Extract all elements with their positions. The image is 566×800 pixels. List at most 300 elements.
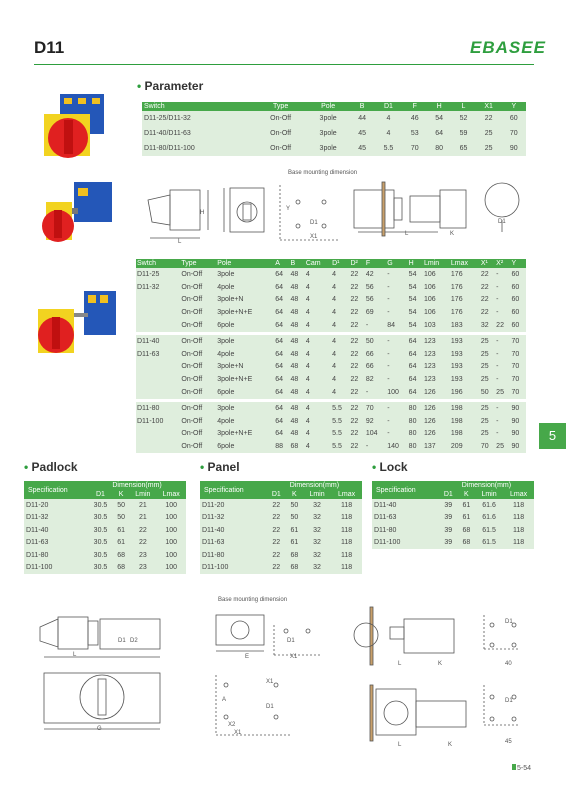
table-cell: 4	[331, 373, 349, 386]
dimension-header: Dimension(mm)	[88, 481, 186, 490]
table-cell: On-Off	[180, 348, 216, 361]
table-cell	[136, 373, 180, 386]
section-lock: • Lock	[372, 460, 408, 474]
table-cell: D11-40	[372, 499, 439, 512]
table-cell: 80	[408, 440, 423, 453]
table-cell: 21	[129, 512, 156, 525]
table-cell: 176	[450, 268, 480, 281]
dimension-drawings-2	[30, 605, 540, 755]
table-cell: 3pole	[216, 335, 274, 348]
table-cell: 126	[423, 402, 450, 415]
table-row	[24, 549, 186, 562]
table-cell: 70	[511, 386, 527, 399]
table-cell: 118	[331, 512, 362, 525]
table-cell: D11-25	[136, 268, 180, 281]
table-row	[200, 562, 362, 575]
table-cell: 4	[331, 268, 349, 281]
table-cell: 45	[350, 126, 374, 141]
table-row	[142, 111, 526, 126]
table-cell: On-Off	[180, 319, 216, 332]
table-row	[136, 348, 526, 361]
table-cell: 25	[480, 348, 495, 361]
table-cell: -	[495, 373, 510, 386]
table-cell: On-Off	[180, 373, 216, 386]
table-cell: 25	[476, 126, 502, 141]
table-row	[372, 512, 534, 525]
table-cell: 60	[502, 111, 526, 126]
table-cell: 80	[408, 415, 423, 428]
table-cell: -	[386, 335, 407, 348]
table-cell: 32	[303, 549, 331, 562]
table-cell: 4	[331, 386, 349, 399]
table-row	[142, 126, 526, 141]
table-cell: 64	[274, 306, 289, 319]
table-cell: 3pole	[306, 141, 350, 156]
table-cell: 60	[511, 319, 527, 332]
table-cell: 68	[458, 537, 475, 550]
table-cell: 176	[450, 294, 480, 307]
table-cell: -	[495, 348, 510, 361]
table-cell: D11-32	[24, 512, 88, 525]
table-row	[24, 524, 186, 537]
table-cell: 61	[458, 512, 475, 525]
table-cell: 22	[476, 111, 502, 126]
table-cell: On-Off	[255, 111, 306, 126]
table-cell: 39	[439, 524, 458, 537]
table-cell: D11-80	[24, 549, 88, 562]
table-cell: D11-40/D11-63	[142, 126, 255, 141]
table-cell: 61.6	[475, 512, 503, 525]
table-cell: D11-63	[372, 512, 439, 525]
table-cell: 56	[365, 281, 386, 294]
table-cell: 3pole	[216, 268, 274, 281]
table-cell: 48	[290, 281, 305, 294]
table-cell: -	[386, 361, 407, 374]
table-cell: 4	[305, 306, 331, 319]
table-cell: 80	[408, 402, 423, 415]
table-cell: 198	[450, 415, 480, 428]
brand-logo: EBASEE	[470, 38, 546, 57]
header-rule	[34, 64, 534, 65]
table-cell: 54	[408, 294, 423, 307]
table-row	[200, 524, 362, 537]
table-cell: 22	[350, 335, 365, 348]
table-cell: 30.5	[88, 512, 113, 525]
column-header: Y	[511, 259, 527, 268]
table-cell: 66	[365, 361, 386, 374]
table-cell	[136, 428, 180, 441]
table-cell: 100	[156, 537, 186, 550]
table-cell: -	[386, 415, 407, 428]
table-cell: 176	[450, 306, 480, 319]
product-code: D11	[34, 38, 65, 57]
column-header: Lmin	[129, 490, 156, 499]
table-cell: -	[495, 335, 510, 348]
table-cell: 70	[365, 402, 386, 415]
table-cell: 118	[331, 549, 362, 562]
table-cell: 46	[403, 111, 427, 126]
table-cell: 100	[156, 549, 186, 562]
table-cell: 39	[439, 537, 458, 550]
table-cell: 118	[503, 524, 534, 537]
column-header: F	[365, 259, 386, 268]
table-cell: On-Off	[180, 268, 216, 281]
table-cell: On-Off	[180, 361, 216, 374]
table-cell: 80	[427, 141, 451, 156]
table-cell	[136, 361, 180, 374]
table-row	[24, 562, 186, 575]
table-cell: 4	[305, 294, 331, 307]
table-cell	[136, 319, 180, 332]
table-cell: 32	[303, 512, 331, 525]
table-cell: 84	[386, 319, 407, 332]
table-cell: 68	[286, 562, 303, 575]
table-cell: 60	[511, 306, 527, 319]
table-cell: 118	[331, 562, 362, 575]
table-cell: 22	[350, 361, 365, 374]
table-cell: 193	[450, 348, 480, 361]
table-cell: 4	[305, 348, 331, 361]
table-cell: 64	[408, 335, 423, 348]
table-cell: D11-100	[24, 562, 88, 575]
column-header: K	[458, 490, 475, 499]
table-cell	[136, 306, 180, 319]
table-cell: 52	[451, 111, 475, 126]
table-row	[200, 549, 362, 562]
table-cell: 50	[286, 499, 303, 512]
table-cell: 30.5	[88, 537, 113, 550]
table-cell: 48	[290, 386, 305, 399]
table-cell: 32	[303, 537, 331, 550]
table-cell: 5.5	[331, 402, 349, 415]
table-cell: 48	[290, 294, 305, 307]
table-cell: 54	[408, 268, 423, 281]
table-cell: 64	[408, 386, 423, 399]
table-cell: 70	[403, 141, 427, 156]
table-cell: 42	[365, 268, 386, 281]
table-cell	[136, 440, 180, 453]
column-header: D²	[350, 259, 365, 268]
table-cell: 22	[129, 524, 156, 537]
column-header: H	[408, 259, 423, 268]
column-header: Lmin	[475, 490, 503, 499]
table-cell: 3pole+N+E	[216, 373, 274, 386]
chapter-tab[interactable]: 5	[539, 423, 566, 449]
spec-header: Specification	[200, 481, 267, 499]
table-cell: 23	[129, 562, 156, 575]
table-cell: 59	[451, 126, 475, 141]
table-cell: 68	[286, 549, 303, 562]
table-cell: 48	[290, 268, 305, 281]
table-cell: 100	[386, 386, 407, 399]
panel-table	[200, 481, 362, 574]
table-cell: 3pole+N+E	[216, 428, 274, 441]
table-cell: 196	[450, 386, 480, 399]
table-cell: 193	[450, 373, 480, 386]
table-cell: 32	[480, 319, 495, 332]
lock-table	[372, 481, 534, 549]
table-cell: 5.5	[331, 428, 349, 441]
table-cell: 22	[350, 348, 365, 361]
table-cell: D11-100	[136, 415, 180, 428]
table-cell: 90	[511, 415, 527, 428]
switch-image-1	[38, 92, 118, 162]
table-cell: 48	[290, 319, 305, 332]
table-cell: 65	[451, 141, 475, 156]
table-cell: On-Off	[180, 402, 216, 415]
table-cell: 22	[350, 402, 365, 415]
table-cell: 70	[511, 361, 527, 374]
table-cell: 32	[303, 499, 331, 512]
table-cell: 22	[480, 306, 495, 319]
table-cell: -	[386, 348, 407, 361]
table-cell: 22	[350, 428, 365, 441]
table-cell: 82	[365, 373, 386, 386]
table-cell: 50	[113, 512, 130, 525]
table-cell: 4	[305, 373, 331, 386]
table-cell: 68	[113, 562, 130, 575]
column-header: D¹	[331, 259, 349, 268]
table-cell: 64	[408, 373, 423, 386]
table-cell: 54	[427, 111, 451, 126]
table-cell: D11-25/D11-32	[142, 111, 255, 126]
table-cell: D11-40	[24, 524, 88, 537]
table-cell: On-Off	[180, 281, 216, 294]
table-cell: 106	[423, 281, 450, 294]
table-row	[24, 537, 186, 550]
table-cell: 50	[480, 386, 495, 399]
table-cell: 5.5	[331, 440, 349, 453]
table-cell	[136, 386, 180, 399]
column-header: G	[386, 259, 407, 268]
table-row	[136, 268, 526, 281]
table-cell: 45	[350, 141, 374, 156]
table-cell: -	[386, 402, 407, 415]
table-cell: 64	[408, 361, 423, 374]
table-cell: 60	[511, 294, 527, 307]
table-cell: 4	[305, 335, 331, 348]
table-cell: 22	[480, 268, 495, 281]
table-cell: 25	[476, 141, 502, 156]
table-cell: 3pole	[306, 111, 350, 126]
column-header: Lmin	[303, 490, 331, 499]
table-cell: D11-80	[200, 549, 267, 562]
table-cell: 48	[290, 348, 305, 361]
spec-header: Specification	[24, 481, 88, 499]
table-cell: 22	[267, 512, 286, 525]
table-cell: 48	[290, 428, 305, 441]
column-header: Swtch	[136, 259, 180, 268]
table-cell: 54	[408, 319, 423, 332]
table-row	[372, 537, 534, 550]
table-row	[136, 373, 526, 386]
table-cell: 88	[274, 440, 289, 453]
table-cell: 48	[290, 306, 305, 319]
table-cell: 70	[480, 440, 495, 453]
table-cell: D11-32	[200, 512, 267, 525]
section-parameter: • Parameter	[137, 79, 204, 93]
column-header: X²	[495, 259, 510, 268]
table-cell: 22	[350, 281, 365, 294]
table-cell: 61	[113, 524, 130, 537]
table-cell: 106	[423, 268, 450, 281]
table-cell: 30.5	[88, 524, 113, 537]
column-header: D1	[439, 490, 458, 499]
table-cell: 4	[305, 428, 331, 441]
table-cell: 183	[450, 319, 480, 332]
table-cell: 48	[290, 402, 305, 415]
column-header: Type	[180, 259, 216, 268]
table-cell: 123	[423, 361, 450, 374]
table-cell: 25	[480, 373, 495, 386]
table-cell: 30.5	[88, 549, 113, 562]
table-row	[136, 415, 526, 428]
table-cell: 50	[113, 499, 130, 512]
table-cell: 193	[450, 361, 480, 374]
table-cell: -	[495, 402, 510, 415]
table-cell: 61.5	[475, 537, 503, 550]
table-cell: 32	[303, 524, 331, 537]
table-cell: 198	[450, 402, 480, 415]
table-cell: 68	[458, 524, 475, 537]
table-cell: 54	[408, 306, 423, 319]
table-cell: 22	[267, 549, 286, 562]
table-cell: On-Off	[180, 335, 216, 348]
table-cell: 68	[290, 440, 305, 453]
table-cell: 61	[458, 499, 475, 512]
table-cell: D11-40	[200, 524, 267, 537]
table-cell: 22	[495, 319, 510, 332]
table-row	[136, 440, 526, 453]
table-cell: 54	[408, 281, 423, 294]
table-cell: 126	[423, 428, 450, 441]
table-cell: 176	[450, 281, 480, 294]
column-header: A	[274, 259, 289, 268]
table-row	[200, 512, 362, 525]
table-cell: 64	[274, 386, 289, 399]
table-cell: 22	[350, 415, 365, 428]
table-cell: On-Off	[255, 141, 306, 156]
table-row	[372, 499, 534, 512]
table-cell: -	[495, 361, 510, 374]
table-cell: 6pole	[216, 319, 274, 332]
table-cell: 6pole	[216, 386, 274, 399]
table-cell: 123	[423, 348, 450, 361]
table-cell: On-Off	[180, 386, 216, 399]
table-cell: 80	[408, 428, 423, 441]
table-cell: 22	[350, 386, 365, 399]
dimension-header: Dimension(mm)	[267, 481, 362, 490]
table-cell: 4	[331, 294, 349, 307]
section-panel: • Panel	[200, 460, 240, 474]
table-cell: 25	[480, 335, 495, 348]
table-cell: D11-63	[24, 537, 88, 550]
table-cell: 32	[303, 562, 331, 575]
table-cell: 60	[511, 281, 527, 294]
table-cell: 50	[365, 335, 386, 348]
table-cell: 70	[511, 373, 527, 386]
table-cell: 48	[290, 415, 305, 428]
table-cell: 209	[450, 440, 480, 453]
switch-image-3	[34, 285, 120, 365]
table-cell: 118	[331, 524, 362, 537]
table-cell: -	[495, 415, 510, 428]
table-cell: 50	[286, 512, 303, 525]
table-cell: 70	[511, 335, 527, 348]
table-row	[142, 141, 526, 156]
table-cell: 4pole	[216, 281, 274, 294]
table-cell: 90	[511, 428, 527, 441]
table-cell: 22	[350, 306, 365, 319]
column-header: Cam	[305, 259, 331, 268]
table-cell: 4pole	[216, 348, 274, 361]
table-cell: 22	[267, 562, 286, 575]
table-cell: 123	[423, 335, 450, 348]
table-cell: -	[386, 281, 407, 294]
table-cell: 61.5	[475, 524, 503, 537]
table-cell: 56	[365, 294, 386, 307]
table-row	[136, 361, 526, 374]
spec-table	[136, 259, 526, 453]
table-cell: 4	[374, 126, 402, 141]
column-header: D1	[88, 490, 113, 499]
table-cell: 64	[274, 402, 289, 415]
table-cell: 3pole+N+E	[216, 306, 274, 319]
column-header: K	[113, 490, 130, 499]
table-row	[200, 537, 362, 550]
table-cell: 64	[274, 335, 289, 348]
table-cell: 118	[331, 499, 362, 512]
table-cell: 104	[365, 428, 386, 441]
table-cell: -	[495, 306, 510, 319]
table-cell: 90	[502, 141, 526, 156]
table-cell: -	[495, 268, 510, 281]
base-mount-label-2: Base mounting dimension	[218, 597, 288, 603]
table-cell: 4	[305, 281, 331, 294]
table-cell: 4	[374, 111, 402, 126]
table-cell: 64	[408, 348, 423, 361]
table-cell: 30.5	[88, 499, 113, 512]
table-cell: 5.5	[331, 415, 349, 428]
table-row	[136, 335, 526, 348]
table-cell: 100	[156, 524, 186, 537]
table-row	[24, 499, 186, 512]
table-cell: 22	[350, 373, 365, 386]
table-cell: -	[365, 440, 386, 453]
table-cell: 22	[267, 499, 286, 512]
table-cell: -	[386, 306, 407, 319]
column-header: Lmax	[331, 490, 362, 499]
table-cell: 137	[423, 440, 450, 453]
table-cell: D11-40	[136, 335, 180, 348]
column-header: D1	[267, 490, 286, 499]
table-cell: 64	[274, 281, 289, 294]
column-header: K	[286, 490, 303, 499]
table-cell: On-Off	[180, 440, 216, 453]
table-row	[136, 319, 526, 332]
table-cell: 4	[305, 386, 331, 399]
table-cell: 118	[503, 499, 534, 512]
table-cell: 118	[503, 537, 534, 550]
table-cell: 23	[129, 549, 156, 562]
table-cell: 5.5	[374, 141, 402, 156]
table-cell: 64	[274, 319, 289, 332]
table-cell: D11-63	[200, 537, 267, 550]
table-cell: 118	[331, 537, 362, 550]
table-cell: 4	[331, 281, 349, 294]
table-cell: 140	[386, 440, 407, 453]
table-row	[136, 306, 526, 319]
